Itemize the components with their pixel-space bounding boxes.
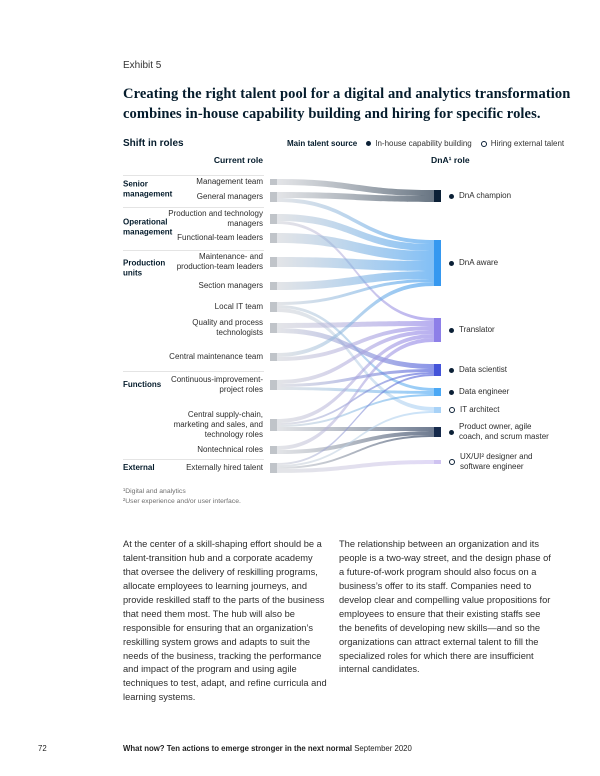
- dna-role-item: [449, 365, 555, 375]
- current-role-label: Functional-team leaders: [177, 233, 263, 242]
- group-divider: [123, 459, 264, 460]
- current-role-node-bar: [270, 233, 277, 243]
- dna-role-label: IT architect: [460, 405, 500, 414]
- filled-dot-icon: [449, 194, 454, 199]
- dna-role-node-bar: [434, 460, 441, 464]
- group-divider: [123, 250, 264, 251]
- role-category-label: Operational management: [123, 217, 173, 237]
- dna-role-item: [449, 325, 555, 335]
- dna-role-label: Data scientist: [459, 365, 508, 374]
- sankey-flow: [277, 271, 434, 290]
- current-role-label: Section managers: [198, 281, 263, 290]
- group-divider: [123, 207, 264, 208]
- sankey-flow: [277, 179, 434, 196]
- dna-role-label: Data engineer: [459, 387, 510, 396]
- current-role-label: Central maintenance team: [169, 352, 263, 361]
- footnote-digital-analytics: ¹Digital and analytics: [123, 488, 186, 495]
- current-role-node-bar: [270, 282, 277, 290]
- role-category-label: Senior management: [123, 179, 173, 199]
- sankey-flow: [277, 305, 434, 391]
- filled-dot-icon: [449, 390, 454, 395]
- dna-role-item: [449, 387, 555, 397]
- sankey-flow: [277, 282, 434, 357]
- current-role-node-bar: [270, 446, 277, 454]
- sankey-flow: [277, 374, 434, 465]
- sankey-flow: [277, 326, 434, 361]
- current-role-label: Production and technology managers: [168, 209, 263, 228]
- sankey-flow: [277, 221, 434, 321]
- footer-report-title: What now? Ten actions to emerge stronger in the next normal: [123, 744, 353, 753]
- dna-role-header: DnA¹ role: [431, 155, 470, 165]
- dna-role-item: [449, 452, 555, 472]
- group-divider: [123, 175, 264, 176]
- sankey-flow: [277, 460, 434, 473]
- dna-role-node-bar: [434, 364, 441, 376]
- footnotes: [123, 487, 241, 507]
- body-text: [123, 538, 552, 705]
- chart-legend: [287, 139, 564, 148]
- open-dot-icon: [449, 459, 455, 465]
- current-role-node-bar: [270, 179, 277, 185]
- current-role-label: Local IT team: [214, 302, 263, 311]
- current-role-node-bar: [270, 214, 277, 224]
- dna-role-label: DnA aware: [459, 258, 499, 267]
- sankey-flow: [277, 387, 434, 394]
- current-role-label: Quality and process technologists: [192, 318, 263, 337]
- current-role-label: General managers: [196, 192, 263, 201]
- sankey-flow: [277, 427, 434, 431]
- role-category-label: External: [123, 462, 155, 472]
- sankey-flow: [277, 394, 434, 427]
- sankey-flow: [277, 257, 434, 271]
- dna-role-item: [449, 405, 555, 415]
- role-category-label: Production units: [123, 258, 166, 278]
- sankey-flow: [277, 214, 434, 251]
- dna-role-item: [449, 191, 555, 201]
- group-divider: [123, 371, 264, 372]
- current-role-node-bar: [270, 192, 277, 202]
- body-paragraph-right: The relationship between an organization and its people is a two-way street, and the design phase of a future-of-work program should also focus on a business’s offer to its staff. Companies need to develop clear and compelling value propositions for employees to ensure that their existing staffs see the benefits of developing new skills—and so the organizations can attract external talent to fill the specialized roles for which there are insufficient internal candidates.: [339, 539, 551, 675]
- footer-date: September 2020: [354, 744, 412, 753]
- current-role-node-bar: [270, 380, 277, 390]
- sankey-flow: [277, 233, 434, 261]
- sankey-flow: [277, 328, 434, 369]
- sankey-flow: [277, 372, 434, 425]
- page-number: 72: [38, 744, 47, 753]
- current-role-node-bar: [270, 302, 277, 312]
- current-role-label: Maintenance- and production-team leaders: [176, 252, 263, 271]
- current-role-label: Management team: [196, 177, 263, 186]
- role-category-label: Functions: [123, 379, 162, 389]
- dna-role-label: Translator: [459, 325, 495, 334]
- legend-item-inhouse: [366, 139, 472, 148]
- sankey-flow: [277, 198, 434, 244]
- sankey-flow: [277, 435, 434, 469]
- legend-item-label: In-house capability building: [375, 139, 472, 148]
- current-role-node-bar: [270, 323, 277, 333]
- sankey-flow: [277, 369, 434, 387]
- footnote-ux-ui: ²User experience and/or user interface.: [123, 497, 241, 505]
- sankey-flow: [277, 192, 434, 202]
- sankey-flow: [277, 411, 434, 467]
- dna-role-node-bar: [434, 427, 441, 437]
- dna-role-label: UX/UI² designer and software engineer: [460, 452, 533, 471]
- chart-section-label: Shift in roles: [123, 138, 184, 149]
- dna-role-node-bar: [434, 190, 441, 202]
- page-footer: [123, 744, 412, 753]
- sankey-flow: [277, 338, 434, 450]
- filled-dot-icon: [449, 328, 454, 333]
- sankey-flow: [277, 431, 434, 454]
- dna-role-label: DnA champion: [459, 191, 512, 200]
- current-role-header: Current role: [213, 155, 263, 165]
- current-role-label: Continuous-improvement-project roles: [170, 375, 263, 394]
- body-paragraph-left: At the center of a skill-shaping effort should be a talent-transition hub and a corporate academy that oversee the delivery of reskilling programs, allocate employees to learning journeys, and provide reskilled staff to the parts of the business that need them most. The hub will also be responsible for ensuring that an organization’s reskilling system grows and adapts to suit the needs of the business, tracking the performance and impact of the program and using agile techniques to test, adapt, and refine curricula and learning systems.: [123, 539, 327, 703]
- sankey-flow: [277, 321, 434, 328]
- filled-dot-icon: [449, 430, 454, 435]
- current-role-label: Nontechnical roles: [197, 445, 263, 454]
- dna-role-node-bar: [434, 407, 441, 413]
- dna-role-node-bar: [434, 318, 441, 342]
- open-dot-icon: [481, 141, 487, 147]
- legend-item-label: Hiring external talent: [490, 139, 565, 148]
- legend-item-external: [481, 139, 564, 148]
- dna-role-node-bar: [434, 388, 441, 396]
- exhibit-label: Exhibit 5: [123, 60, 162, 71]
- sankey-flow: [277, 308, 434, 411]
- dna-role-item: [449, 422, 555, 442]
- sankey-flow: [277, 279, 434, 305]
- filled-dot-icon: [449, 261, 454, 266]
- current-role-node-bar: [270, 353, 277, 361]
- sankey-flow: [277, 330, 434, 384]
- current-role-node-bar: [270, 463, 277, 473]
- open-dot-icon: [449, 407, 455, 413]
- sankey-flow: [277, 334, 434, 423]
- dna-role-item: [449, 258, 555, 268]
- dna-role-label: Product owner, agile coach, and scrum master: [459, 422, 549, 441]
- current-role-label: Externally hired talent: [186, 463, 263, 472]
- dna-role-node-bar: [434, 240, 441, 286]
- filled-dot-icon: [449, 368, 454, 373]
- current-role-node-bar: [270, 419, 277, 431]
- legend-title: Main talent source: [287, 139, 358, 148]
- exhibit-title: Creating the right talent pool for a digital and analytics transformation combines in-house capability building and hiring for specific roles.: [123, 86, 571, 123]
- current-role-label: Central supply-chain, marketing and sales, and technology roles: [173, 410, 263, 439]
- current-role-node-bar: [270, 257, 277, 267]
- filled-dot-icon: [366, 141, 371, 146]
